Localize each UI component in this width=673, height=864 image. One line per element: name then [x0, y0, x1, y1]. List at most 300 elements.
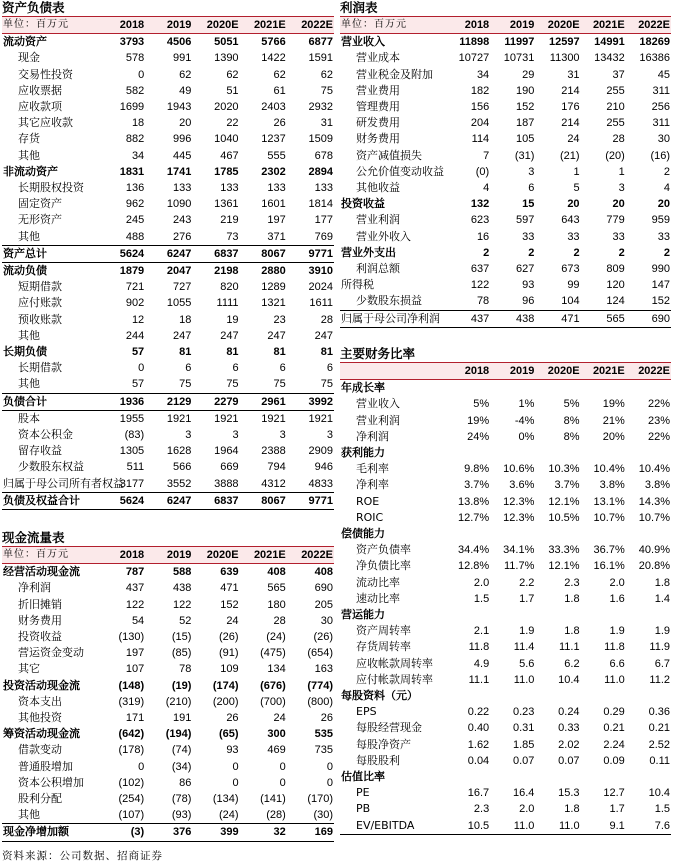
- cell-value: (102): [118, 776, 145, 789]
- cell-value: 120: [606, 279, 625, 292]
- cell-value: 171: [125, 712, 145, 725]
- cell-value: 3: [232, 429, 239, 442]
- cell-value: 14.3%: [638, 495, 670, 508]
- cell-value: [581, 688, 626, 704]
- row-label: 流动负债: [3, 264, 47, 278]
- year-header: 2021E: [581, 363, 626, 380]
- cell-value: 0.04: [467, 754, 490, 767]
- cell-value: 3: [618, 182, 625, 195]
- cell-value: 2047: [166, 265, 192, 278]
- cell-value: (30): [313, 809, 333, 822]
- table-row: [340, 639, 671, 655]
- cell-value: (194): [165, 728, 192, 741]
- table-row: [2, 360, 334, 376]
- cell-value: 20%: [602, 430, 625, 443]
- table-row: [2, 710, 334, 726]
- row-label: 投资收益: [341, 197, 385, 211]
- cell-value: 214: [561, 117, 580, 130]
- table-row: [2, 492, 334, 509]
- cell-value: 24: [567, 133, 580, 146]
- table-row: [2, 34, 334, 51]
- cell-value: 26: [273, 117, 286, 130]
- row-label: 长期借款: [18, 361, 62, 375]
- cell-value: 371: [267, 230, 286, 243]
- cell-value: 78: [476, 295, 490, 308]
- cell-value: 779: [606, 214, 625, 227]
- cell-value: 2198: [214, 265, 239, 278]
- cell-value: 24: [273, 712, 286, 725]
- cell-value: 24: [226, 614, 239, 627]
- cell-value: 22%: [647, 430, 670, 443]
- cell-value: (26): [313, 631, 333, 644]
- cell-value: 20: [179, 117, 192, 130]
- cell-value: [445, 380, 490, 397]
- table-row: [2, 50, 334, 66]
- cell-value: (34): [171, 760, 192, 773]
- table-row: [340, 477, 671, 493]
- cell-value: 946: [314, 461, 333, 474]
- cell-value: 19%: [467, 414, 490, 427]
- cell-value: 3992: [287, 393, 334, 410]
- table-row: [2, 393, 334, 410]
- cell-value: [445, 688, 490, 704]
- cell-value: 1422: [261, 52, 286, 65]
- cell-value: 19%: [602, 398, 625, 411]
- cell-value: 2: [573, 246, 580, 259]
- cell-value: [626, 526, 671, 542]
- table-row: [340, 164, 671, 180]
- row-label: 应收帐款周转率: [356, 656, 433, 670]
- cell-value: 205: [314, 598, 333, 611]
- cell-value: (85): [171, 647, 192, 660]
- row-label: 其他收益: [356, 181, 400, 195]
- cell-value: 28: [273, 614, 286, 627]
- cell-value: [445, 445, 490, 461]
- cell-value: 2894: [308, 165, 333, 178]
- year-header: 2019: [490, 363, 535, 380]
- row-label: 营业收入: [356, 397, 400, 411]
- cell-value: 75: [179, 378, 192, 391]
- cell-value: (24): [219, 809, 239, 822]
- cell-value: 57: [131, 346, 145, 359]
- cell-value: 163: [314, 663, 333, 676]
- cell-value: 62: [273, 68, 286, 81]
- cell-value: 2: [528, 246, 535, 259]
- cell-value: 99: [567, 279, 580, 292]
- row-label: 应付帐款周转率: [356, 672, 433, 686]
- cell-value: [490, 380, 535, 397]
- cell-value: 133: [314, 182, 333, 195]
- cell-value: 20: [612, 198, 625, 211]
- table-row: [340, 196, 671, 212]
- cell-value: 11.9: [649, 641, 670, 654]
- table-row: [2, 726, 334, 742]
- cell-value: 669: [220, 461, 239, 474]
- cashflow-title: 现金流量表: [2, 530, 65, 545]
- row-label: EPS: [356, 705, 377, 719]
- cell-value: 809: [606, 263, 625, 276]
- cell-value: 467: [220, 149, 239, 162]
- cell-value: 690: [626, 310, 671, 327]
- cell-value: 0.21: [603, 722, 625, 735]
- cell-value: 122: [470, 279, 490, 292]
- cell-value: 1921: [166, 412, 192, 425]
- row-label: 估值比率: [341, 770, 385, 784]
- row-label: 营业成本: [356, 51, 400, 65]
- table-row: [340, 494, 671, 510]
- cell-value: 6247: [145, 492, 192, 509]
- cell-value: 588: [173, 566, 192, 579]
- table-row: [340, 542, 671, 558]
- table-row: [2, 245, 334, 262]
- cell-value: 6877: [308, 36, 333, 49]
- table-row: [340, 526, 671, 542]
- cell-value: 0.09: [603, 754, 625, 767]
- cell-value: 0: [232, 760, 239, 773]
- cell-value: 1943: [166, 101, 192, 114]
- cell-value: 471: [535, 310, 580, 327]
- table-row: [2, 775, 334, 791]
- cell-value: 1.9: [519, 625, 535, 638]
- table-row: [2, 459, 334, 475]
- cell-value: (20): [605, 149, 625, 162]
- cell-value: 2129: [145, 393, 192, 410]
- year-header: 2022E: [626, 363, 671, 380]
- row-label: 营运能力: [341, 608, 385, 622]
- cell-value: 152: [516, 101, 535, 114]
- cell-value: 30: [320, 614, 333, 627]
- cell-value: 4: [483, 182, 490, 195]
- table-row: [340, 212, 671, 228]
- cell-value: 566: [173, 461, 192, 474]
- cell-value: 26: [226, 712, 239, 725]
- table-row: [340, 34, 671, 51]
- row-label: 少数股东权益: [18, 460, 84, 474]
- table-row: [340, 229, 671, 245]
- cell-value: 3: [279, 429, 286, 442]
- cell-value: 471: [220, 582, 239, 595]
- cell-value: 3888: [214, 477, 239, 490]
- cell-value: (700): [260, 695, 286, 708]
- cell-value: 12: [131, 313, 145, 326]
- row-label: 研发费用: [356, 116, 400, 130]
- cell-value: 124: [606, 295, 625, 308]
- cell-value: 1: [573, 165, 580, 178]
- cell-value: 28: [612, 133, 625, 146]
- cell-value: 1.8: [564, 625, 580, 638]
- cell-value: 1.8: [564, 592, 580, 605]
- table-row: [340, 148, 671, 164]
- cell-value: 255: [606, 84, 625, 97]
- table-row: [340, 801, 671, 817]
- cell-value: 2.3: [473, 803, 490, 816]
- cell-value: 9771: [287, 492, 334, 509]
- cell-value: 7.6: [626, 818, 671, 835]
- cashflow-table: [2, 546, 334, 842]
- cell-value: 10.5%: [548, 511, 580, 524]
- year-header: 2018: [98, 17, 145, 34]
- cell-value: 3.7%: [554, 479, 580, 492]
- year-header: 2022E: [287, 17, 334, 34]
- cell-value: 78: [179, 663, 192, 676]
- table-row: [2, 580, 334, 596]
- cell-value: 19: [226, 313, 239, 326]
- cell-value: (74): [171, 744, 192, 757]
- cell-value: 6: [326, 362, 333, 375]
- cell-value: 8%: [563, 414, 580, 427]
- cell-value: 49: [179, 84, 192, 97]
- cell-value: 6: [279, 362, 286, 375]
- table-row: [2, 131, 334, 147]
- unit-label: 单位：百万元: [2, 17, 98, 34]
- year-header: 2021E: [581, 17, 626, 34]
- cell-value: (210): [165, 695, 192, 708]
- row-label: 每股资料（元）: [341, 689, 418, 703]
- cell-value: 75: [320, 378, 333, 391]
- cell-value: 0.07: [558, 754, 580, 767]
- row-label: 资本公积金: [18, 428, 73, 442]
- cell-value: [535, 445, 580, 461]
- cell-value: 18: [179, 313, 192, 326]
- cell-value: 20.8%: [638, 560, 670, 573]
- cell-value: 511: [126, 461, 145, 474]
- table-row: [340, 558, 671, 574]
- cell-value: 105: [516, 133, 535, 146]
- cell-value: 34.4%: [457, 544, 490, 557]
- row-label: 每股股利: [356, 753, 400, 767]
- table-row: [2, 645, 334, 661]
- cell-value: 6.2: [564, 657, 580, 670]
- row-label: 少数股东损益: [356, 294, 422, 308]
- cell-value: 2.0: [519, 803, 535, 816]
- table-row: [340, 510, 671, 526]
- cell-value: 15: [522, 198, 535, 211]
- row-label: 净利润: [356, 429, 389, 443]
- cell-value: 54: [131, 614, 145, 627]
- row-label: 管理费用: [356, 100, 400, 114]
- cell-value: -4%: [514, 414, 535, 427]
- row-label: 资产周转率: [356, 624, 411, 638]
- cell-value: 73: [226, 230, 239, 243]
- cell-value: 210: [606, 101, 625, 114]
- row-label: 归属于母公司所有者权益: [3, 476, 124, 490]
- cell-value: 245: [125, 214, 145, 227]
- cell-value: 12.3%: [503, 511, 535, 524]
- cell-value: 5624: [98, 245, 145, 262]
- cell-value: 6.7: [654, 657, 670, 670]
- cell-value: [581, 445, 626, 461]
- row-label: 营业收入: [341, 35, 385, 49]
- cell-value: 1699: [119, 101, 145, 114]
- cell-value: 437: [445, 310, 490, 327]
- cell-value: 1090: [166, 198, 192, 211]
- cell-value: 5.6: [519, 657, 535, 670]
- cell-value: 639: [220, 566, 239, 579]
- cell-value: 5%: [563, 398, 580, 411]
- table-row: [2, 376, 334, 393]
- cell-value: 2.24: [603, 738, 625, 751]
- header-row: [2, 17, 334, 34]
- row-label: 负债及权益合计: [2, 492, 98, 509]
- cell-value: 1921: [214, 412, 239, 425]
- cell-value: [490, 445, 535, 461]
- cell-value: 104: [561, 295, 580, 308]
- year-header: 2019: [145, 17, 192, 34]
- cell-value: 6: [232, 362, 239, 375]
- row-label: 无形资产: [18, 213, 62, 227]
- cell-value: 5624: [98, 492, 145, 509]
- cell-value: 96: [522, 295, 535, 308]
- row-label: 资本支出: [18, 694, 62, 708]
- table-row: [2, 99, 334, 115]
- cell-value: 12.3%: [503, 495, 535, 508]
- cell-value: 1509: [308, 133, 333, 146]
- cell-value: 247: [173, 329, 192, 342]
- row-label: 营业费用: [356, 83, 400, 97]
- year-header: 2018: [98, 547, 145, 564]
- cell-value: 311: [652, 84, 670, 97]
- cell-value: 133: [220, 182, 239, 195]
- cell-value: (800): [307, 695, 333, 708]
- cell-value: 13.1%: [593, 495, 625, 508]
- ratios-panel: [340, 346, 671, 835]
- row-label: 每股经营现金: [356, 721, 422, 735]
- table-row: [340, 99, 671, 115]
- table-row: [2, 229, 334, 246]
- table-row: [340, 131, 671, 147]
- cell-value: 10727: [458, 52, 490, 65]
- cell-value: 959: [651, 214, 670, 227]
- cell-value: [581, 526, 626, 542]
- cell-value: 3910: [308, 265, 333, 278]
- cell-value: 627: [516, 263, 535, 276]
- cell-value: 1591: [308, 52, 333, 65]
- cell-value: 0.31: [512, 722, 535, 735]
- cell-value: 11.0: [490, 818, 535, 835]
- row-label: 偿债能力: [341, 527, 385, 541]
- row-label: 财务费用: [356, 132, 400, 146]
- row-label: 现金: [18, 51, 40, 65]
- row-label: 营业利润: [356, 213, 400, 227]
- row-label: 应收票据: [18, 83, 62, 97]
- cell-value: 882: [125, 133, 145, 146]
- cell-value: 6: [185, 362, 192, 375]
- cell-value: 445: [173, 149, 192, 162]
- cell-value: 81: [320, 346, 333, 359]
- cell-value: 2961: [240, 393, 287, 410]
- cell-value: 133: [267, 182, 286, 195]
- cell-value: 34: [476, 68, 490, 81]
- cell-value: 122: [173, 598, 192, 611]
- cell-value: 3: [326, 429, 333, 442]
- cell-value: 11.8: [604, 641, 625, 654]
- cell-value: 4312: [261, 477, 286, 490]
- row-label: 净负债比率: [356, 559, 411, 573]
- cell-value: 376: [145, 824, 192, 841]
- header-row: [340, 17, 671, 34]
- cell-value: 3.8%: [599, 479, 625, 492]
- cell-value: [490, 688, 535, 704]
- cell-value: 16386: [639, 52, 670, 65]
- cell-value: 10.4: [648, 787, 670, 800]
- cell-value: 1921: [308, 412, 333, 425]
- cell-value: [581, 769, 626, 785]
- year-header: 2022E: [287, 547, 334, 564]
- table-row: [2, 410, 334, 427]
- cell-value: (65): [219, 728, 239, 741]
- table-row: [340, 672, 671, 688]
- cell-value: 187: [516, 117, 535, 130]
- cell-value: 11.4: [513, 641, 535, 654]
- row-label: 筹资活动现金流: [3, 727, 80, 741]
- table-row: [340, 67, 671, 83]
- cell-value: 1.7: [609, 803, 625, 816]
- row-label: 经营活动现金流: [3, 565, 80, 579]
- cell-value: 0.07: [512, 754, 535, 767]
- cell-value: (26): [219, 631, 239, 644]
- cell-value: 4.9: [473, 657, 490, 670]
- cell-value: [581, 380, 626, 397]
- cell-value: 2: [483, 246, 490, 259]
- cell-value: 0.23: [512, 706, 535, 719]
- cell-value: 18269: [639, 36, 670, 49]
- table-row: [340, 261, 671, 277]
- cell-value: (130): [118, 631, 145, 644]
- cell-value: 12.7: [603, 787, 625, 800]
- cell-value: 535: [314, 728, 333, 741]
- balance-sheet-table: [2, 16, 334, 510]
- row-label: 其他: [18, 328, 40, 342]
- row-label: 年成长率: [341, 381, 385, 395]
- cell-value: 24%: [467, 430, 490, 443]
- table-row: [340, 785, 671, 801]
- unit-label: [340, 363, 445, 380]
- table-row: [2, 328, 334, 344]
- cell-value: 4833: [308, 477, 333, 490]
- cell-value: 565: [581, 310, 626, 327]
- cell-value: 14991: [594, 36, 625, 49]
- cell-value: 2.0: [609, 576, 625, 589]
- cell-value: 34.1%: [503, 544, 535, 557]
- cell-value: (107): [118, 809, 145, 822]
- cell-value: 2279: [192, 393, 239, 410]
- cell-value: 12.1%: [548, 495, 580, 508]
- cell-value: 11.2: [649, 673, 670, 686]
- cell-value: 28: [320, 313, 333, 326]
- cell-value: 469: [267, 744, 286, 757]
- row-label: ROE: [356, 494, 380, 508]
- cell-value: 10.4: [558, 673, 580, 686]
- cell-value: 1237: [261, 133, 286, 146]
- cell-value: 0.29: [603, 706, 625, 719]
- cell-value: 34: [131, 149, 145, 162]
- cell-value: 219: [220, 214, 239, 227]
- cell-value: (28): [266, 809, 286, 822]
- row-label: 每股净资产: [356, 737, 411, 751]
- row-label: 应付账款: [18, 296, 62, 310]
- cell-value: 197: [267, 214, 286, 227]
- cell-value: 3552: [166, 477, 192, 490]
- cell-value: 197: [125, 647, 145, 660]
- cell-value: 10.4%: [638, 463, 670, 476]
- table-row: [340, 396, 671, 412]
- row-label: 所得税: [341, 278, 374, 292]
- cell-value: 1628: [166, 445, 192, 458]
- cell-value: 437: [125, 582, 145, 595]
- cell-value: 1.5: [473, 592, 490, 605]
- cell-value: 5%: [473, 398, 490, 411]
- cell-value: 6837: [192, 492, 239, 509]
